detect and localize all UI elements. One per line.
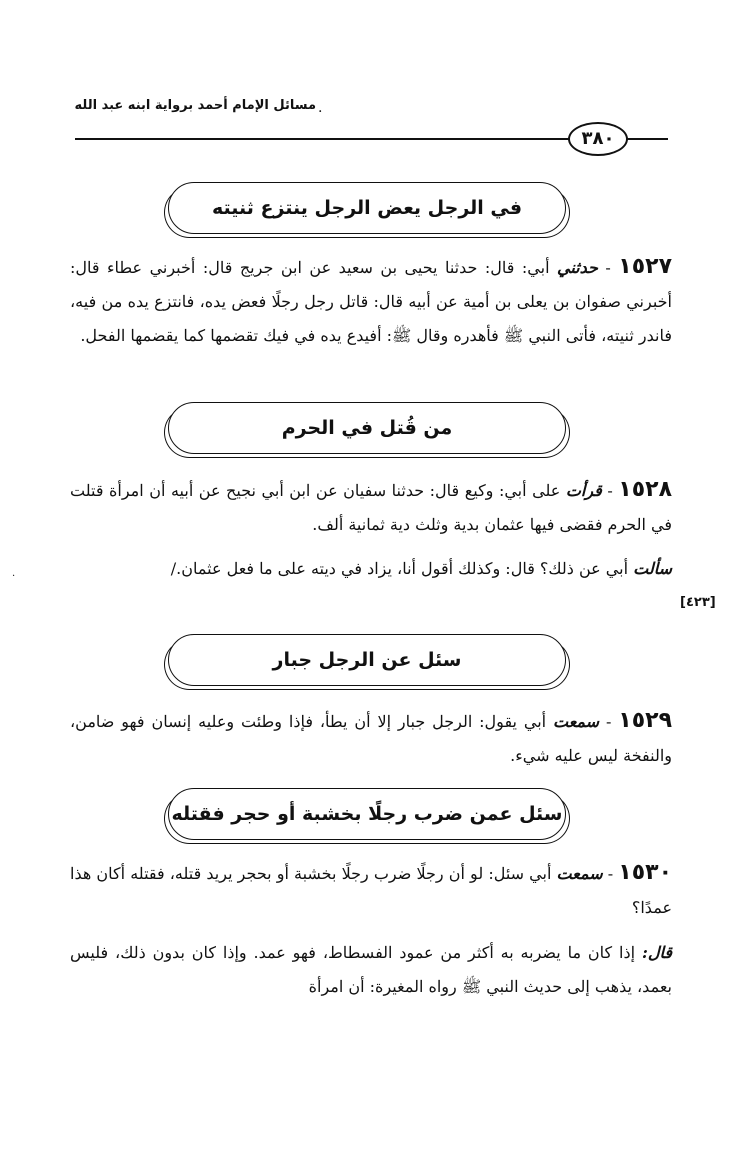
paragraph-text: أبي سئل: لو أن رجلًا ضرب رجلًا بخشبة أو بحجر يريد قتله، فقتله أكان هذا عمدًا؟ [70, 864, 672, 917]
paragraph-lead: سمعت [553, 712, 600, 731]
paragraph-lead: قرأت [565, 481, 602, 500]
dash: - [597, 258, 619, 277]
paragraph-1529 [70, 704, 672, 773]
paragraph-question [70, 552, 672, 586]
chapter-heading-2: من قُتل في الحرم [168, 402, 566, 454]
header-dot: . [318, 100, 323, 116]
paragraph-1527 [70, 250, 672, 353]
hadith-number: ١٥٢٩ [618, 708, 672, 733]
chapter-heading-3: سئل عن الرجل جبار [168, 634, 566, 686]
hadith-number: ١٥٢٨ [618, 477, 673, 502]
paragraph-text: أبي يقول: الرجل جبار إلا أن يطأ، فإذا وطئت وعليه إنسان فهو ضامن، والنفخة ليس عليه شيء. [70, 712, 672, 765]
page-number: ٣٨٠ [568, 122, 628, 156]
running-title: مسائل الإمام أحمد برواية ابنه عبد الله [74, 98, 316, 113]
paragraph-lead: سمعت [556, 864, 603, 883]
paragraph-answer [70, 936, 672, 1004]
hadith-number: ١٥٢٧ [618, 254, 673, 279]
margin-reference: [٤٢٣] [680, 595, 716, 610]
hadith-number: ١٥٣٠ [618, 860, 673, 885]
dash: - [602, 864, 619, 883]
paragraph-text: أبي: قال: حدثنا يحيى بن سعيد عن ابن جريج قال: أخبرني عطاء قال: أخبرني صفوان بن يعلى بن أمية عن أبيه قال: قاتل رجل رجلًا فعض يده، فانتزع يده من فيه، فاندر ثنيته، فأتى النبي ﷺ فأهدره وقال ﷺ: أفيدع يده في فيك تقضمها كما يقضمها الفحل. [70, 258, 672, 345]
chapter-heading-1: في الرجل يعض الرجل ينتزع ثنيته [168, 182, 566, 234]
paragraph-text: إذا كان ما يضربه به أكثر من عمود الفسطاط، فهو عمد. وإذا كان بدون ذلك، فليس بعمد، يذهب إلى حديث النبي ﷺ رواه المغيرة: أن امرأة [70, 943, 672, 996]
paragraph-text: أبي عن ذلك؟ قال: وكذلك أقول أنا، يزاد في ديته على ما فعل عثمان./ [170, 559, 634, 578]
paragraph-1528 [70, 473, 672, 542]
dash: - [599, 712, 619, 731]
dash: - [601, 481, 619, 500]
paragraph-text: على أبي: وكيع قال: حدثنا سفيان عن ابن أبي نجيح عن أبيه أن امرأة قتلت في الحرم فقضى فيها عثمان بدية وثلث دية ثمانية ألف. [70, 481, 672, 534]
paragraph-lead: قال: [641, 943, 672, 962]
stray-mark: . [12, 568, 16, 579]
paragraph-lead: سألت [633, 559, 672, 578]
paragraph-lead: حدثني [557, 258, 598, 277]
paragraph-1530 [70, 856, 672, 925]
chapter-heading-4: سئل عمن ضرب رجلًا بخشبة أو حجر فقتله [168, 788, 566, 840]
